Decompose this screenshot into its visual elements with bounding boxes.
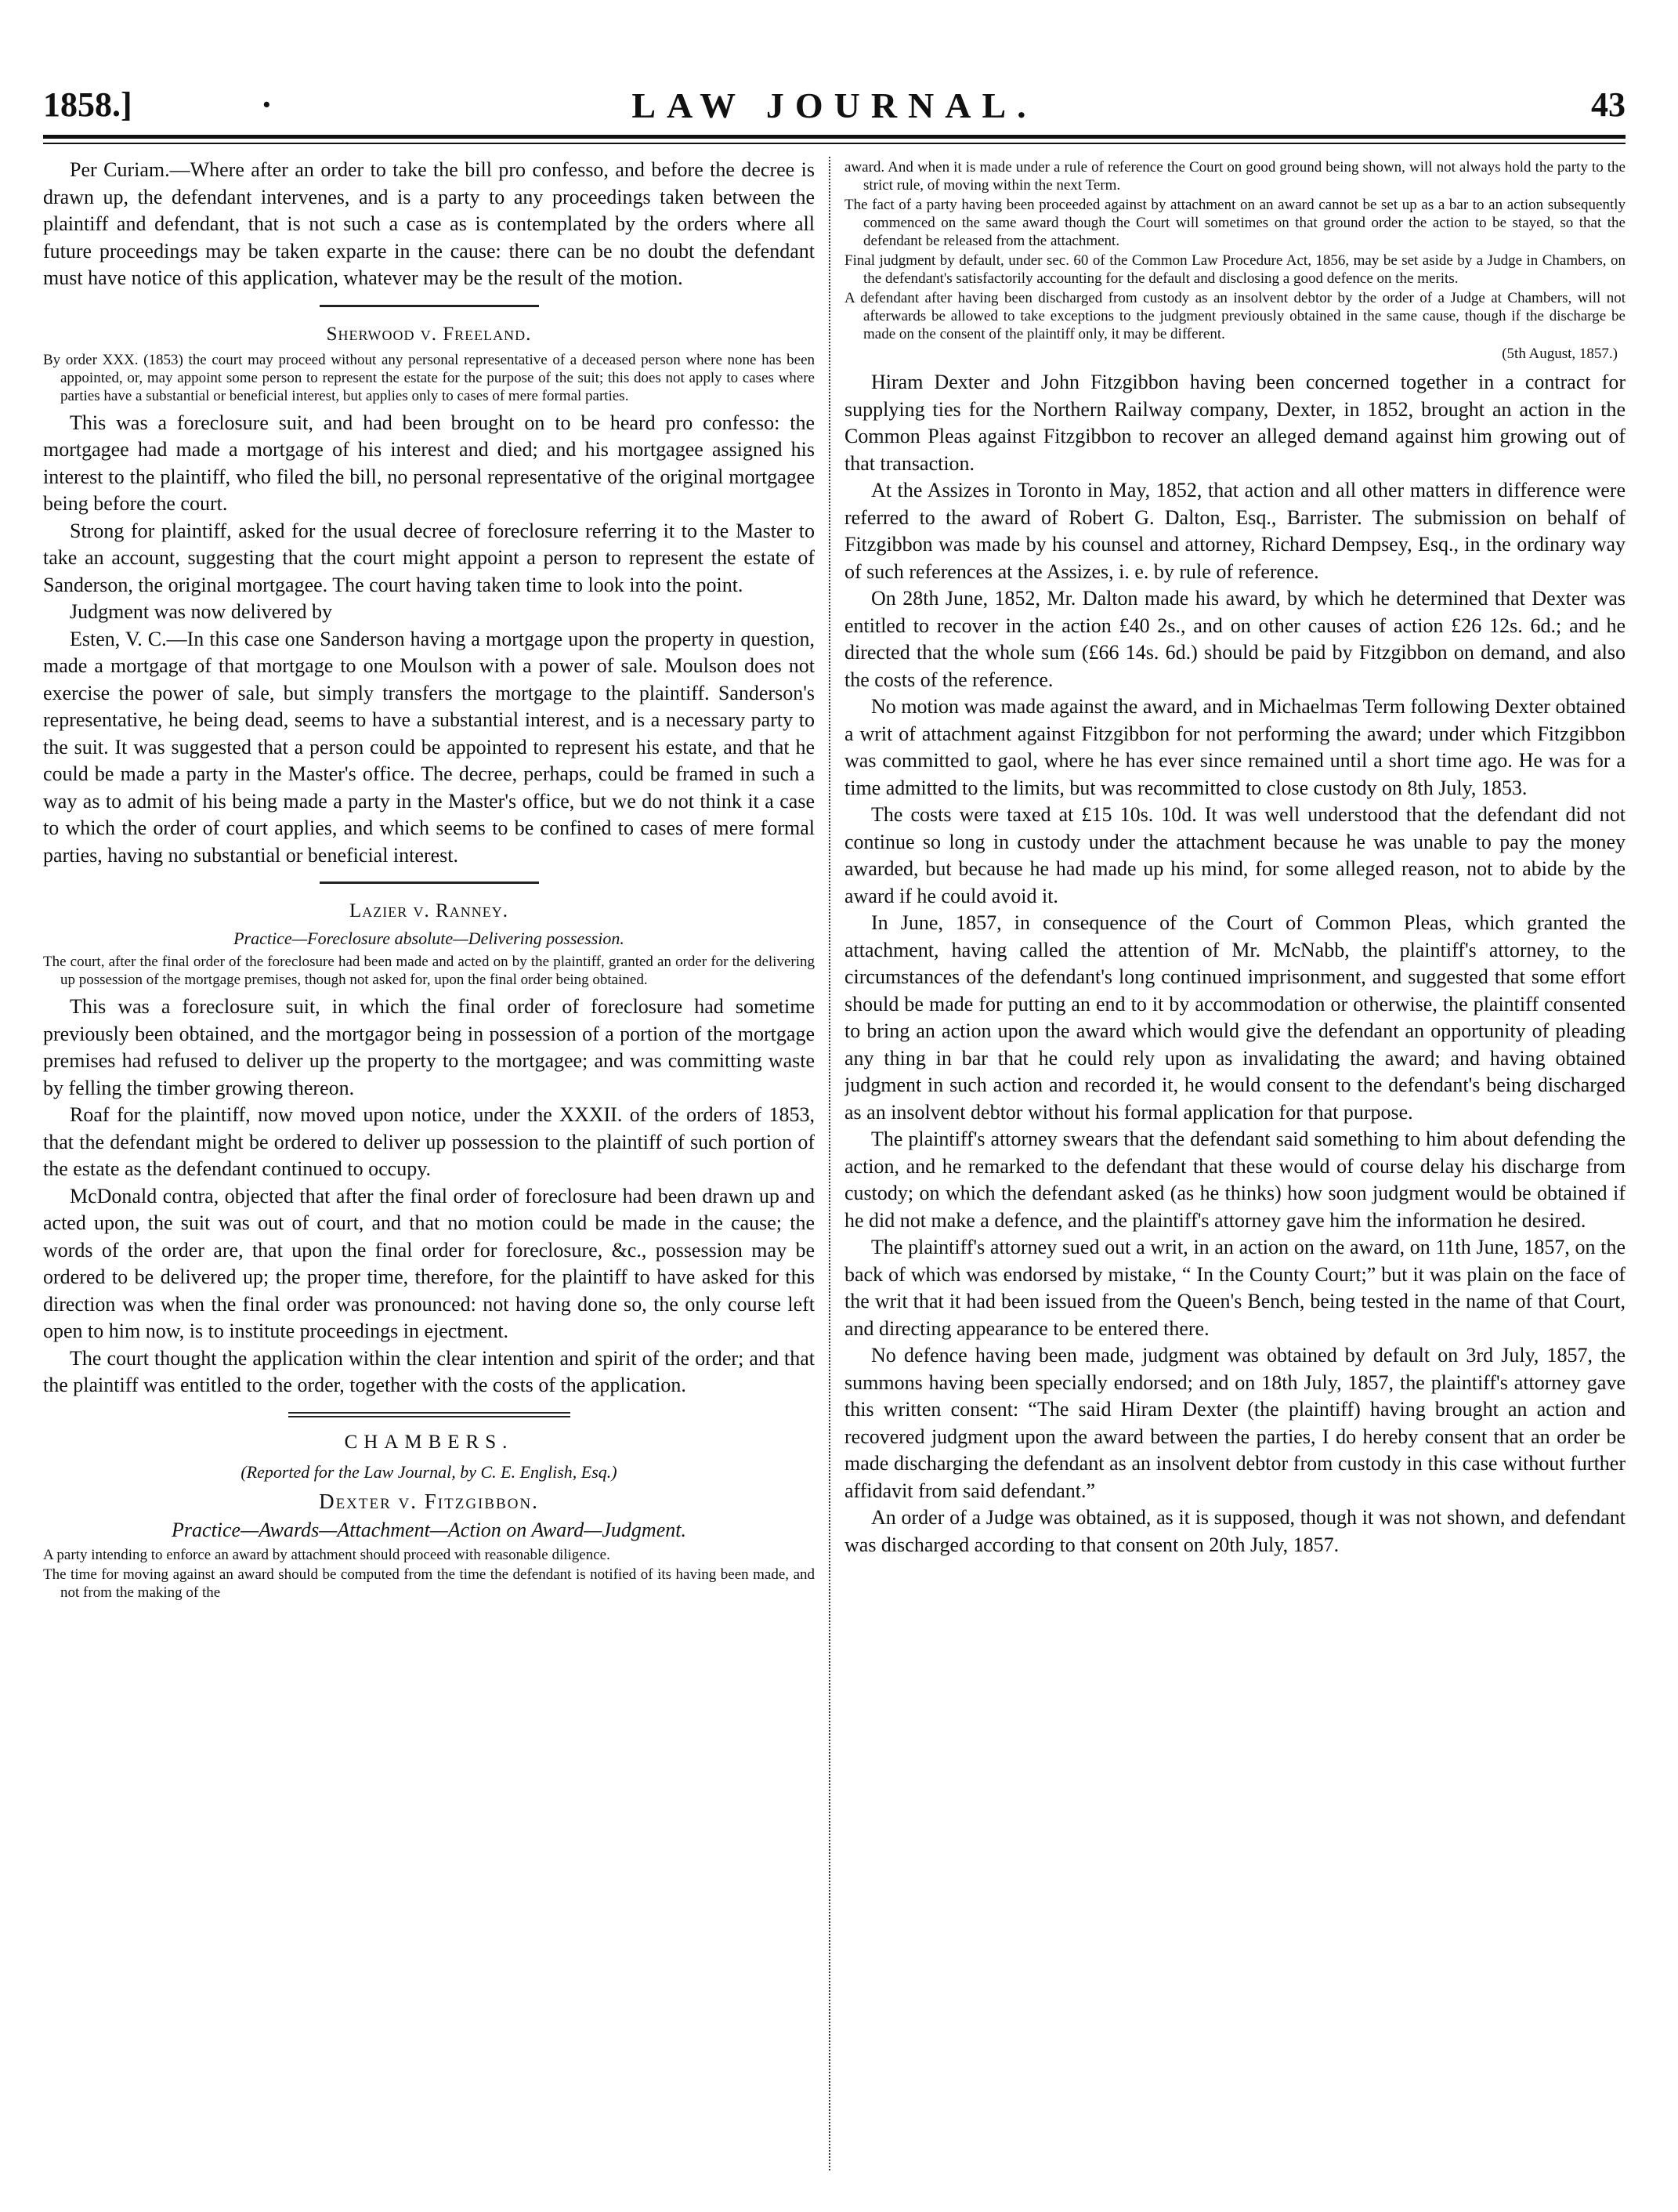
case-title: Dexter v. Fitzgibbon. — [319, 1489, 539, 1513]
header-year: 1858.] — [43, 85, 132, 124]
paragraph: In June, 1857, in consequence of the Court of Common Pleas, which granted the attachment, having called the attention of Mr. McNabb, the plaintiff's attorney, to the circumstances of the defendant's long continued imprisonment, and suggested that some effort should be made for putting an end to it by accommodation or otherwise, the plaintiff consented to bring an action upon the award which would give the defendant an opportunity of pleading any thing in bar that he could rely upon as invalidating the award; and having obtained judgment in such action and recorded it, he would consent to the defendant's being discharged as an insolvent debtor without his formal application for that purpose. — [844, 911, 1626, 1124]
paragraph: Judgment was now delivered by — [70, 600, 333, 623]
case-subheading: Practice—Awards—Attachment—Action on Award—Judgment. — [172, 1518, 686, 1541]
paragraph: Per Curiam.—Where after an order to take the bill pro confesso, and before the decree is drawn up, the defendant intervenes, and is a party to any proceedings taken between the plaintiff and defendant, that is not such a case as is contemplated by the orders where all future proceedings may be taken exparte in the cause: there can be no doubt the defendant must have notice of this application, whatever may be the result of the motion. — [43, 158, 815, 289]
section-separator-double — [288, 1412, 570, 1417]
paragraph: This was a foreclosure suit, in which the final order of foreclosure had sometime previously been obtained, and the mortgagor being in possession of a portion of the mortgage premises had refused to deliver up the property to the mortgagee; and was committing waste by felling the timber growing thereon. — [43, 995, 815, 1099]
paragraph: Roaf for the plaintiff, now moved upon notice, under the XXXII. of the orders of 1853, that the defendant might be ordered to deliver up possession to the plaintiff of such portion of the estate as the defendant continued to occupy. — [43, 1103, 815, 1180]
right-column — [844, 157, 1626, 2163]
page-number: 43 — [1591, 85, 1626, 124]
case-title: Lazier v. Ranney. — [349, 900, 508, 921]
paragraph: An order of a Judge was obtained, as it is supposed, though it was not shown, and defendant was discharged according to that consent on 20th July, 1857. — [844, 1506, 1626, 1556]
headnote: The fact of a party having been proceeded against by attachment on an award cannot be set up as a bar to an action subsequently commenced on the same award though the Court will sometimes on that ground order the action to be stayed, so that the defendant be released from the attachment. — [844, 197, 1626, 249]
column-divider — [829, 157, 830, 2170]
headnote: Final judgment by default, under sec. 60 of the Common Law Procedure Act, 1856, may be set aside by a Judge in Chambers, on the defendant's satisfactorily accounting for the default and disclosing a good defence on the merits. — [844, 252, 1626, 287]
paragraph: No motion was made against the award, and in Michaelmas Term following Dexter obtained a writ of attachment against Fitzgibbon for not performing the award; under which Fitzgibbon was committed to gaol, where he has ever since remained until a short time ago. He was for a time admitted to the limits, but was recommitted to close custody on 8th July, 1853. — [844, 695, 1626, 799]
case-title: Sherwood v. Freeland. — [326, 323, 532, 345]
paragraph: Strong for plaintiff, asked for the usual decree of foreclosure referring it to the Master to take an account, suggesting that the court might appoint a person to represent the estate of Sanderson, the original mortgagee. The court having taken time to look into the point. — [43, 519, 815, 596]
headnote: The time for moving against an award should be computed from the time the defendant is notified of its having been made, and not from the making of the — [43, 1566, 815, 1601]
header-dot: · — [261, 85, 273, 124]
headnote: award. And when it is made under a rule of reference the Court on good ground being shown, will not always hold the party to the strict rule, of moving within the next Term. — [844, 159, 1626, 194]
headnote: A party intending to enforce an award by attachment should proceed with reasonable diligence. — [43, 1546, 610, 1563]
headnote: The court, after the final order of the foreclosure had been made and acted on by the plaintiff, granted an order for the delivering up possession of the mortgage premises, though not asked for, upon the final order being obtained. — [43, 954, 815, 988]
page-header — [43, 85, 1626, 129]
headnote: By order XXX. (1853) the court may proceed without any personal representative of a deceased person where none has been appointed, or, may appoint some person to represent the estate for the purpose of the suit; this does not apply to cases where parties have a substantial or beneficial interest, but applies only to cases of mere formal parties. — [43, 351, 815, 404]
paragraph: The costs were taxed at £15 10s. 10d. It was well understood that the defendant did not continue so long in custody under the attachment because he was unable to pay the money awarded, but because he had made up his mind, for some alleged reason, not to abide by the award if he could avoid it. — [844, 803, 1626, 907]
paragraph: The court thought the application within the clear intention and spirit of the order; and that the plaintiff was entitled to the order, together with the costs of the application. — [43, 1346, 815, 1396]
paragraph: At the Assizes in Toronto in May, 1852, that action and all other matters in difference were referred to the award of Robert G. Dalton, Esq., Barrister. The submission on behalf of Fitzgibbon was made by his counsel and attorney, Richard Dempsey, Esq., in the ordinary way of such references at the Assizes, i. e. by rule of reference. — [844, 479, 1626, 583]
paragraph: On 28th June, 1852, Mr. Dalton made his award, by which he determined that Dexter was entitled to recover in the action £40 2s., and on other causes of action £26 12s. 6d.; and he directed that the whole sum (£66 14s. 6d.) should be paid by Fitzgibbon on demand, and also the costs of the reference. — [844, 587, 1626, 691]
case-subheading: Practice—Foreclosure absolute—Delivering possession. — [233, 929, 624, 948]
section-separator — [320, 305, 539, 307]
paragraph: The plaintiff's attorney swears that the defendant said something to him about defending the action, and he remarked to the defendant that these would of course delay his discharge from custody; on which the defendant asked (as he thinks) how soon judgment would be obtained if he did not make a defence, and the plaintiff's attorney gave him the information he desired. — [844, 1128, 1626, 1232]
paragraph: This was a foreclosure suit, and had been brought on to be heard pro confesso: the mortgagee had made a mortgage of his interest and died; and his mortgagee assigned his interest to the plaintiff, who filed the bill, no personal representative of the original mortgagee being before the court. — [43, 411, 815, 515]
reporter-credit: (Reported for the Law Journal, by C. E. English, Esq.) — [240, 1461, 617, 1482]
section-separator — [320, 882, 539, 884]
paragraph: McDonald contra, objected that after the final order of foreclosure had been drawn up and acted upon, the suit was out of court, and that no motion could be made in the cause; the words of the order are, that upon the final order for foreclosure, &c., possession may be ordered to be delivered up; the proper time, therefore, for the plaintiff to have asked for this direction was when the final order was pronounced: not having done so, the only course left open to him now, is to institute proceedings in ejectment. — [43, 1184, 815, 1342]
paragraph: Esten, V. C.—In this case one Sanderson having a mortgage upon the property in question, made a mortgage of that mortgage to one Moulson with a power of sale. Moulson does not exercise the power of sale, but simply transfers the mortgage to the plaintiff. Sanderson's representative, he being dead, seems to have a substantial interest, and is a necessary party to the suit. It was suggested that a person could be appointed to represent his estate, and that he could be made a party in the Master's office. The decree, perhaps, could be framed in such a way as to admit of his being made a party in the Master's office, but we do not think it a case to which the order of court applies, and which seems to be confined to cases of mere formal parties, having no substantial or beneficial interest. — [43, 627, 815, 867]
header-rule-thin — [43, 143, 1626, 144]
section-heading: CHAMBERS. — [344, 1431, 514, 1453]
paragraph: No defence having been made, judgment was obtained by default on 3rd July, 1857, the summons having been specially endorsed; and on 18th July, 1857, the plaintiff's attorney gave this written consent: “The said Hiram Dexter (the plaintiff) having brought an action and recovered judgment upon the award between the parties, I do hereby consent that an order be made discharging the defendant as an insolvent debtor from custody in this case without further affidavit from said defendant.” — [844, 1344, 1626, 1502]
left-column — [43, 157, 815, 2163]
headnote: A defendant after having been discharged from custody as an insolvent debtor by the order of a Judge at Chambers, will not afterwards be allowed to take exceptions to the judgment previously obtained in the same cause, though if the discharge be made on the consent of the plaintiff only, it may be different. — [844, 290, 1626, 342]
paragraph: Hiram Dexter and John Fitzgibbon having been concerned together in a contract for supplying ties for the Northern Railway company, Dexter, in 1852, brought an action in the Common Pleas against Fitzgibbon to recover an alleged demand against him growing out of that transaction. — [844, 371, 1626, 475]
paragraph: The plaintiff's attorney sued out a writ, in an action on the award, on 11th June, 1857, on the back of which was endorsed by mistake, “ In the County Court;” but it was plain on the face of the writ that it had been issued from the Queen's Bench, being tested in the name of that Court, and directing appearance to be entered there. — [844, 1236, 1626, 1340]
journal-title: LAW JOURNAL. — [631, 85, 1037, 125]
header-rule-thick — [43, 135, 1626, 139]
headnote-date: (5th August, 1857.) — [1502, 346, 1618, 362]
